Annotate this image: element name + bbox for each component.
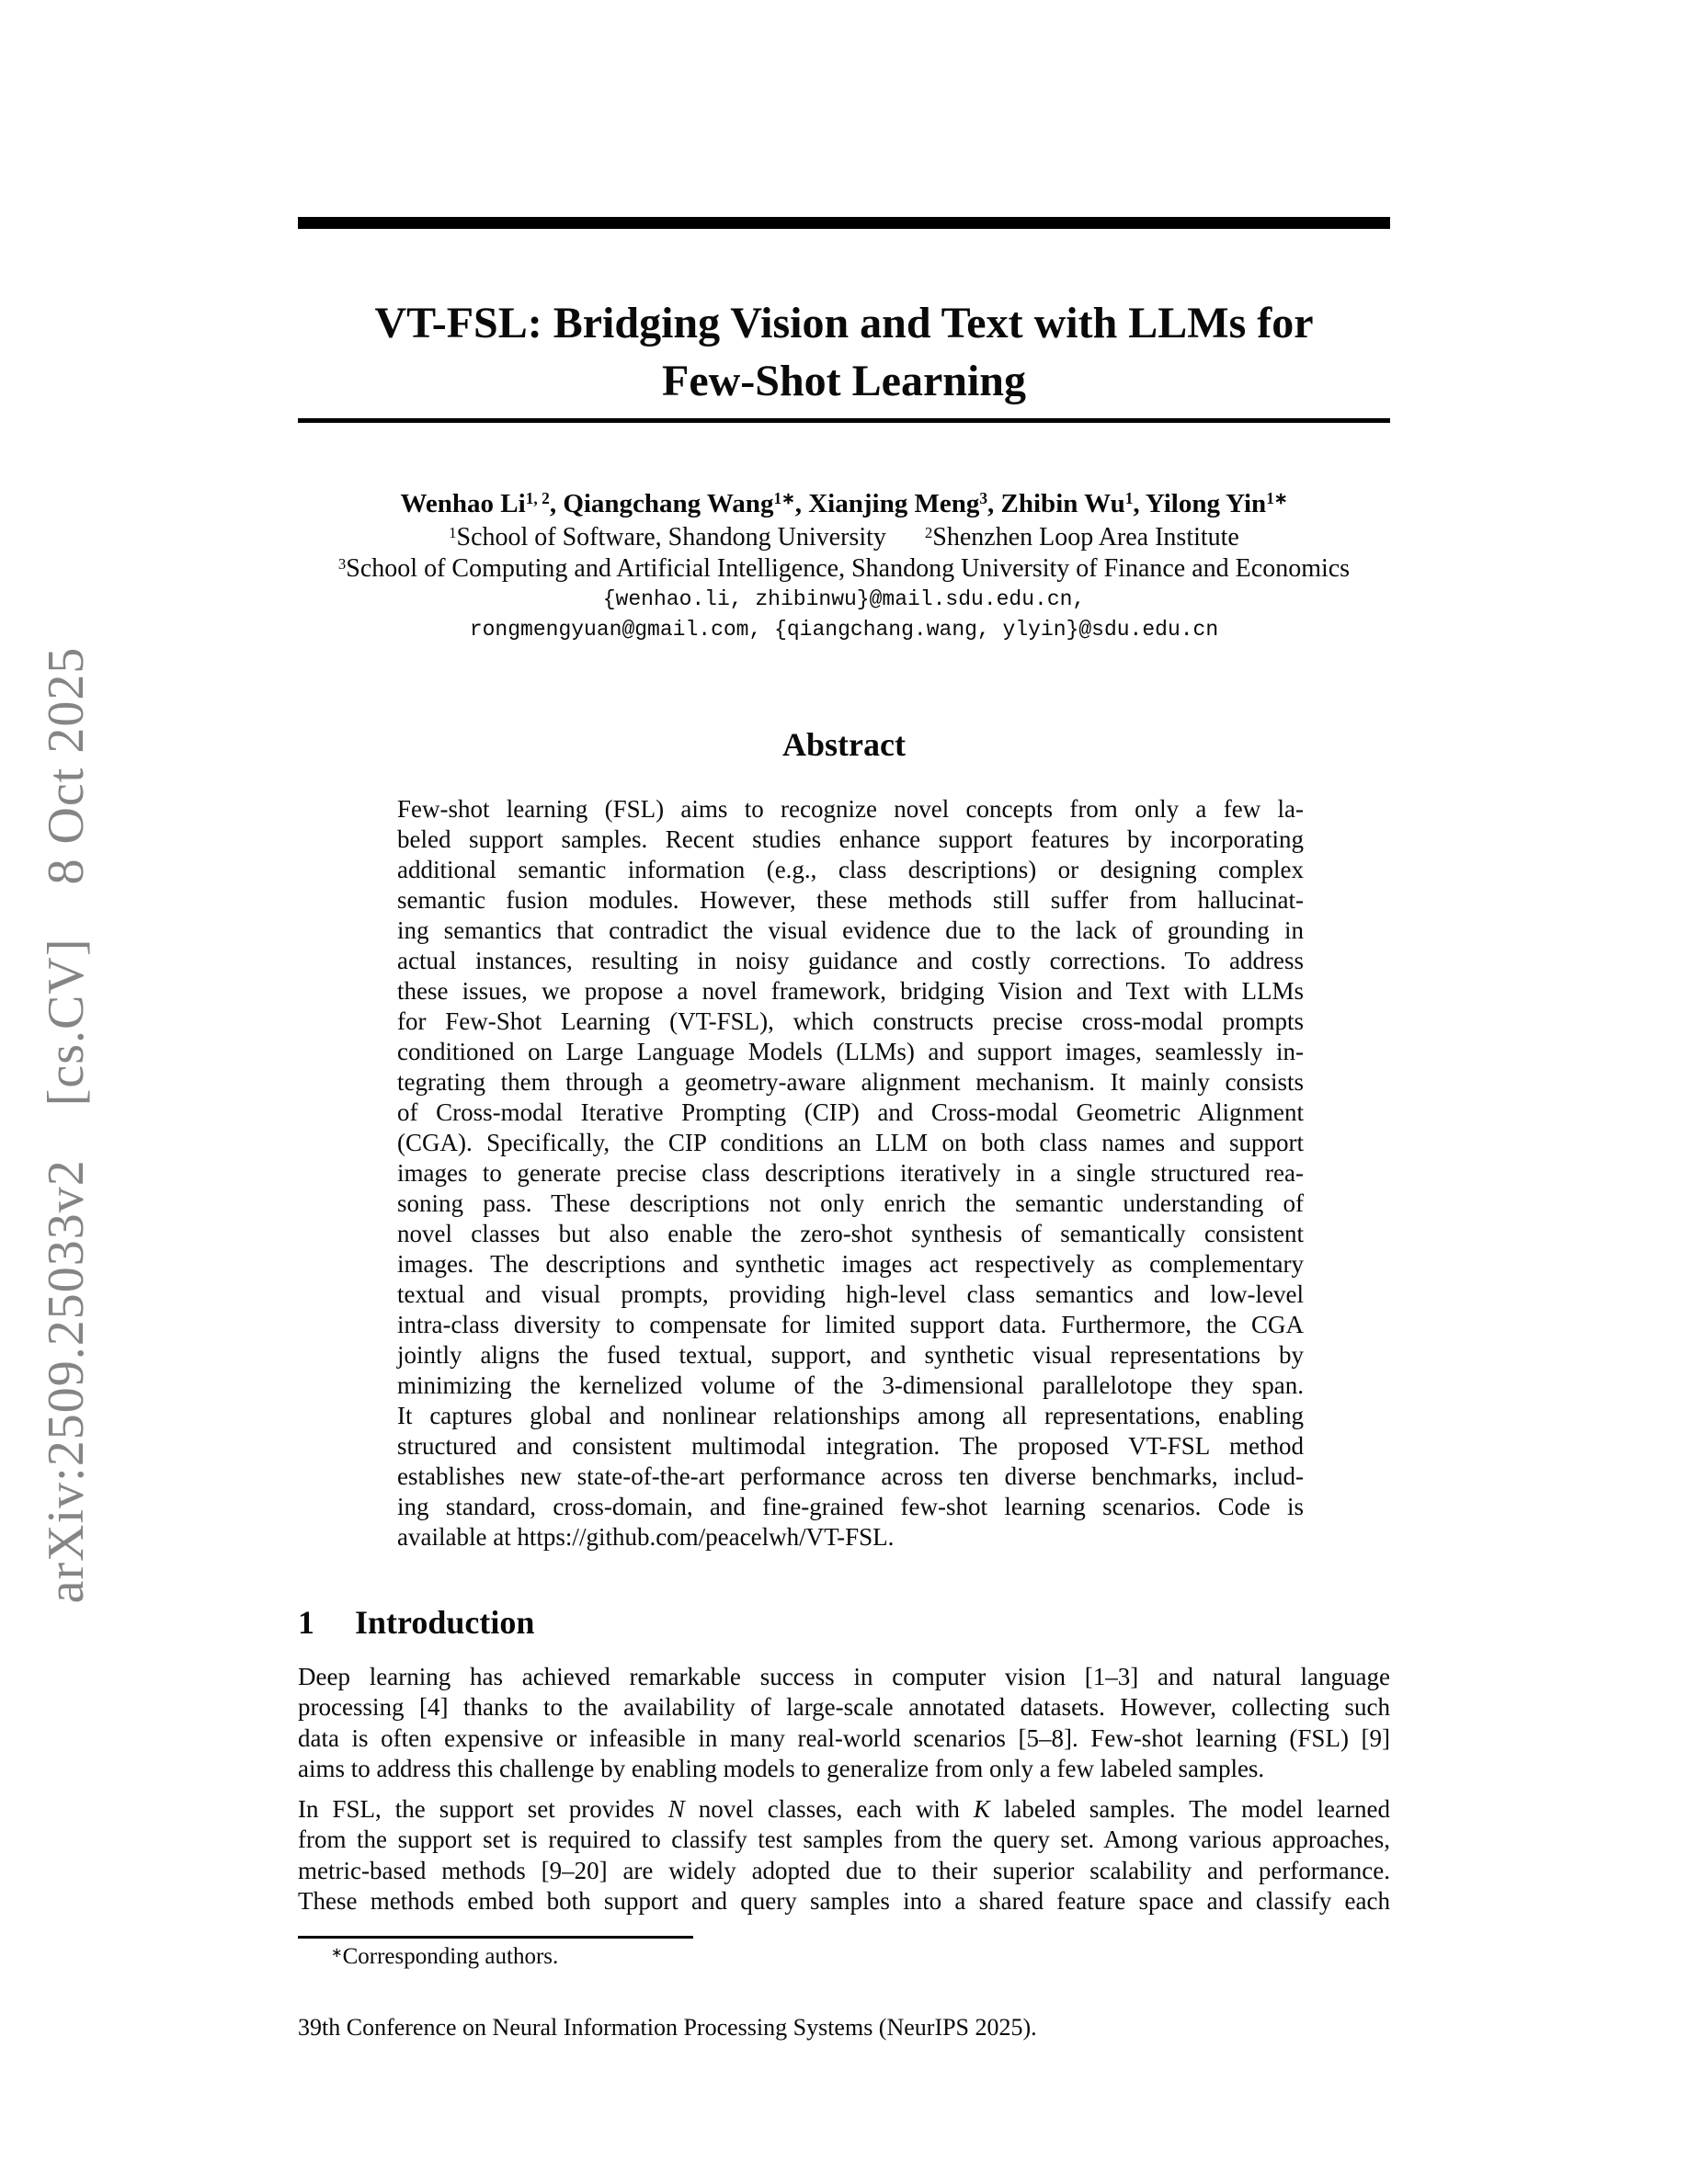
- text-line: In FSL, the support set provides N novel classes, each with K labeled samples. The model learned: [298, 1795, 1390, 1823]
- text-line: from the support set is required to classify test samples from the query set. Among various approaches,: [298, 1826, 1390, 1854]
- text-line: for Few-Shot Learning (VT-FSL), which constructs precise cross-modal prompts: [397, 1007, 1304, 1035]
- text-line: available at https://github.com/peacelwh/VT-FSL.: [397, 1523, 895, 1551]
- text-line: metric-based methods [9–20] are widely adopted due to their superior scalability and performance.: [298, 1856, 1390, 1884]
- text-line: actual instances, resulting in noisy guidance and costly corrections. To address: [397, 947, 1304, 974]
- text-line: semantic fusion modules. However, these methods still suffer from hallucinat-: [397, 886, 1304, 914]
- title-rule-top: [298, 217, 1390, 229]
- text-line: These methods embed both support and query samples into a shared feature space and classify each: [298, 1887, 1390, 1916]
- text-line: conditioned on Large Language Models (LLMs) and support images, seamlessly in-: [397, 1038, 1304, 1065]
- arxiv-watermark: arXiv:2509.25033v2 [cs.CV] 8 Oct 2025: [38, 646, 95, 1604]
- text-line: establishes new state-of-the-art performance across ten diverse benchmarks, includ-: [397, 1462, 1304, 1490]
- author-block: [298, 485, 1390, 645]
- footnote-rule: [298, 1936, 693, 1939]
- intro-paragraph-1: [298, 1662, 1390, 1785]
- text-line: data is often expensive or infeasible in many real-world scenarios [5–8]. Few-shot learning (FSL) [9]: [298, 1723, 1390, 1752]
- text-line: It captures global and nonlinear relationships among all representations, enabling: [397, 1402, 1304, 1429]
- text-line: structured and consistent multimodal integration. The proposed VT-FSL method: [397, 1432, 1304, 1460]
- text-line: minimizing the kernelized volume of the 3-dimensional parallelotope they span.: [397, 1371, 1304, 1399]
- abstract-text: [397, 794, 1304, 1553]
- text-line: intra-class diversity to compensate for limited support data. Furthermore, the CGA: [397, 1311, 1304, 1338]
- text-line: soning pass. These descriptions not only enrich the semantic understanding of: [397, 1189, 1304, 1217]
- paper-title: [298, 294, 1390, 410]
- text-line: additional semantic information (e.g., class descriptions) or designing complex: [397, 856, 1304, 883]
- abstract-heading: Abstract: [782, 726, 906, 763]
- text-line: jointly aligns the fused textual, support, and synthetic visual representations by: [397, 1341, 1304, 1369]
- email-line-2: rongmengyuan@gmail.com, {qiangchang.wang, ylyin}@sdu.edu.cn: [469, 618, 1219, 642]
- text-line: processing [4] thanks to the availability of large-scale annotated datasets. However, collecting such: [298, 1693, 1390, 1722]
- section-title: Introduction: [355, 1604, 535, 1641]
- text-line: Deep learning has achieved remarkable success in computer vision [1–3] and natural language: [298, 1663, 1390, 1690]
- text-line: tegrating them through a geometry-aware alignment mechanism. It mainly consists: [397, 1068, 1304, 1096]
- affiliation-line-1: $^1$School of Software, Shandong University $^2$Shenzhen Loop Area Institute: [449, 523, 1239, 552]
- title-line-2: Few-Shot Learning: [662, 357, 1026, 406]
- section-number: 1: [298, 1604, 314, 1641]
- text-line: aims to address this challenge by enabling models to generalize from only a few labeled samples.: [298, 1755, 1265, 1783]
- text-line: images. The descriptions and synthetic images act respectively as complementary: [397, 1250, 1304, 1278]
- text-line: these issues, we propose a novel framework, bridging Vision and Text with LLMs: [397, 977, 1304, 1005]
- text-line: textual and visual prompts, providing high-level class semantics and low-level: [397, 1280, 1304, 1308]
- text-line: ing standard, cross-domain, and fine-grained few-shot learning scenarios. Code is: [397, 1493, 1304, 1520]
- affiliation-line-2: $^3$School of Computing and Artificial Intelligence, Shandong University of Finance and Economics: [337, 554, 1351, 583]
- section-heading-introduction: [298, 1603, 1390, 1642]
- text-line: (CGA). Specifically, the CIP conditions an LLM on both class names and support: [397, 1129, 1304, 1156]
- text-line: of Cross-modal Iterative Prompting (CIP) and Cross-modal Geometric Alignment: [397, 1098, 1304, 1126]
- text-line: beled support samples. Recent studies enhance support features by incorporating: [397, 825, 1304, 853]
- text-line: novel classes but also enable the zero-shot synthesis of semantically consistent: [397, 1220, 1304, 1247]
- author-names: Wenhao Li$^{1, 2}$, Qiangchang Wang$^{1∗}$, Xianjing Meng$^3$, Zhibin Wu$^1$, Yilong Yin$^{1∗}$: [400, 489, 1288, 518]
- conference-footer: 39th Conference on Neural Information Processing Systems (NeurIPS 2025).: [298, 2014, 1037, 2041]
- title-rule-bottom: [298, 418, 1390, 423]
- text-line: ing semantics that contradict the visual evidence due to the lack of grounding in: [397, 916, 1304, 944]
- text-line: Few-shot learning (FSL) aims to recognize novel concepts from only a few la-: [397, 795, 1304, 823]
- text-line: images to generate precise class descriptions iteratively in a single structured rea-: [397, 1159, 1304, 1187]
- intro-paragraph-2: [298, 1794, 1390, 1917]
- footnote-text: ∗Corresponding authors.: [331, 1944, 559, 1969]
- title-line-1: VT-FSL: Bridging Vision and Text with LLMs for: [374, 299, 1314, 348]
- email-line-1: {wenhao.li, zhibinwu}@mail.sdu.edu.cn,: [602, 587, 1086, 611]
